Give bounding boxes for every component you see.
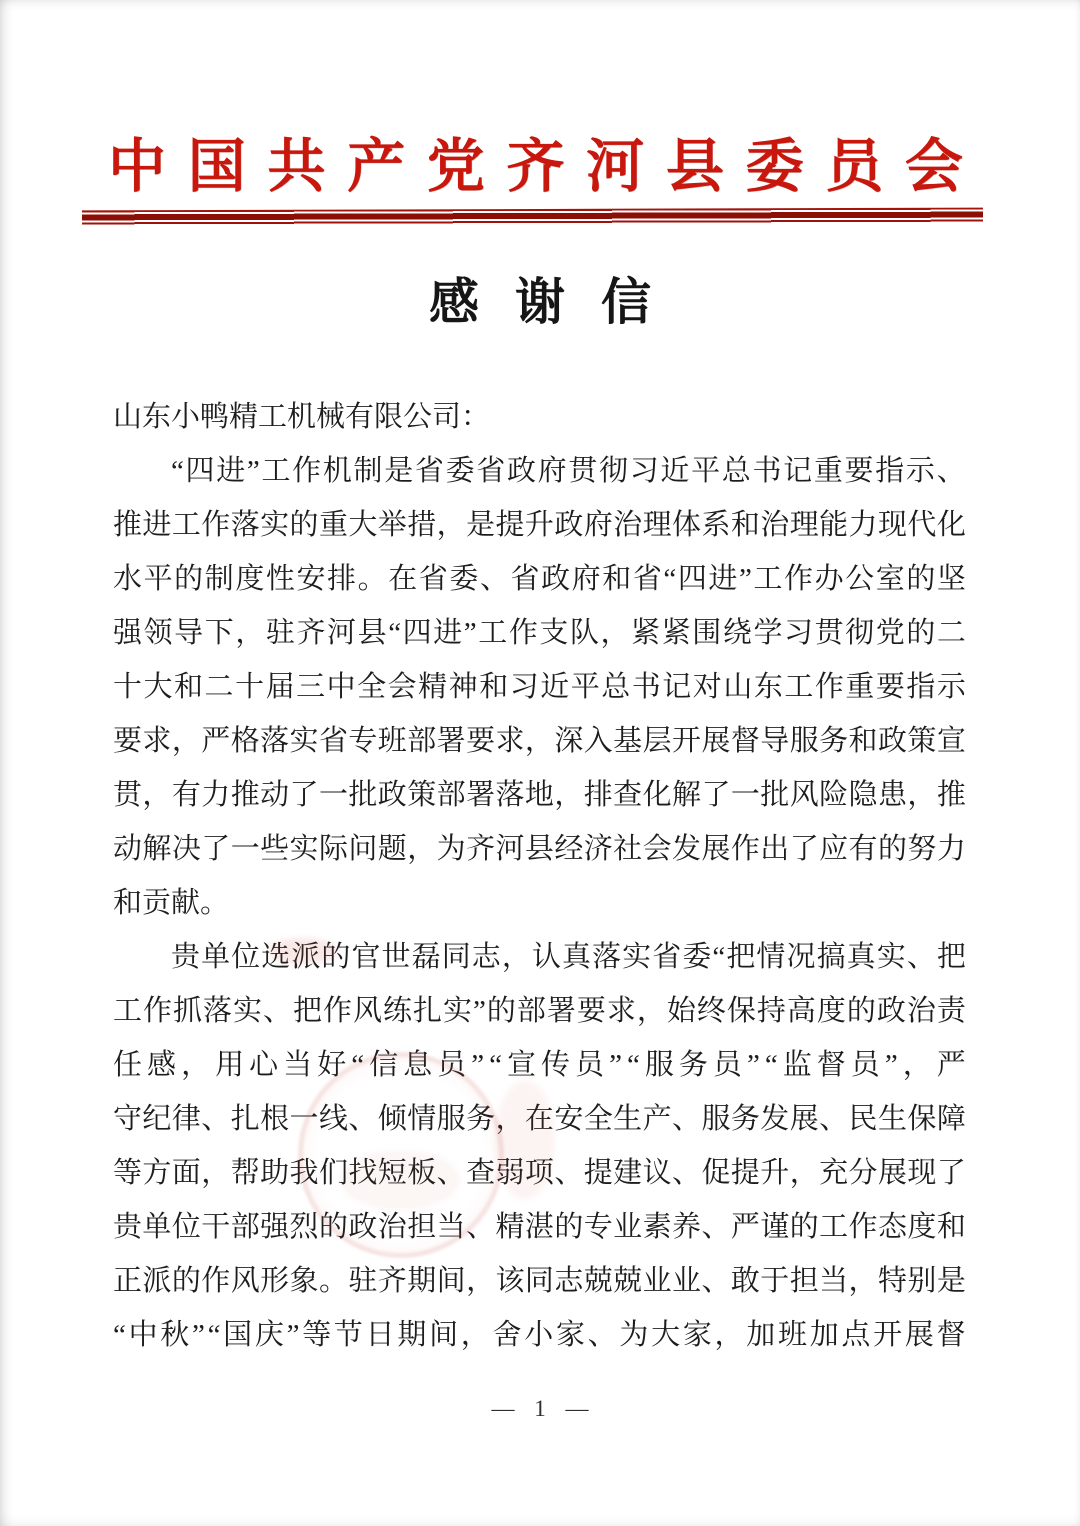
letter-title: 感谢信 (429, 274, 687, 330)
letter-body (113, 390, 966, 1362)
body-line: 守 纪 律 、 扎 根 一 线 、 倾 情 服 务 ， 在 安 全 生 产 、 服 务 发 展 、 民 生 保 障 (113, 1102, 966, 1135)
body-line: 水 平 的 制 度 性 安 排 。 在 省 委 、 省 政 府 和 省 “ 四 进 ” 工 作 办 公 室 的 坚 (113, 562, 966, 595)
body-line: 要 求 ， 严 格 落 实 省 专 班 部 署 要 求 ， 深 入 基 层 开 展 督 导 服 务 和 政 策 宣 (113, 724, 966, 757)
letterhead-rule-divider (82, 208, 983, 226)
body-line: “ 中 秋 ” “ 国 庆 ” 等 节 日 期 间 ， 舍 小 家 、 为 大 家 ， 加 班 加 点 开 展 督 (113, 1318, 966, 1351)
page-number: — 1 — (491, 1396, 589, 1421)
body-line: 贵 单 位 干 部 强 烈 的 政 治 担 当 、 精 湛 的 专 业 素 养 、 严 谨 的 工 作 态 度 和 (113, 1210, 966, 1243)
body-line: 推 进 工 作 落 实 的 重 大 举 措 ， 是 提 升 政 府 治 理 体 系 和 治 理 能 力 现 代 化 (113, 508, 966, 541)
body-line: 正 派 的 作 风 形 象 。 驻 齐 期 间 ， 该 同 志 兢 兢 业 业 、 敢 于 担 当 ， 特 别 是 (113, 1264, 966, 1297)
body-line: 贯 ， 有 力 推 动 了 一 批 政 策 部 署 落 地 ， 排 查 化 解 了 一 批 风 险 隐 患 ， 推 (113, 778, 966, 811)
body-line: 工 作 抓 落 实 、 把 作 风 练 扎 实 ” 的 部 署 要 求 ， 始 终 保 持 高 度 的 政 治 责 (113, 994, 966, 1027)
body-line: 十 大 和 二 十 届 三 中 全 会 精 神 和 习 近 平 总 书 记 对 山 东 工 作 重 要 指 示 (113, 670, 966, 703)
body-line: 动 解 决 了 一 些 实 际 问 题 ， 为 齐 河 县 经 济 社 会 发 展 作 出 了 应 有 的 努 力 (113, 832, 966, 865)
body-line: “ 四 进 ” 工 作 机 制 是 省 委 省 政 府 贯 彻 习 近 平 总 书 记 重 要 指 示 、 (171, 454, 966, 487)
body-line: 和贡献。 (113, 887, 230, 919)
body-line: 贵 单 位 选 派 的 官 世 磊 同 志 ， 认 真 落 实 省 委 “ 把 情 况 搞 真 实 、 把 (171, 940, 966, 973)
salutation-line: 山东小鸭精工机械有限公司： (113, 401, 491, 433)
body-line: 等 方 面 ， 帮 助 我 们 找 短 板 、 查 弱 项 、 提 建 议 、 促 提 升 ， 充 分 展 现 了 (113, 1156, 966, 1189)
body-line: 任 感 ， 用 心 当 好 “ 信 息 员 ” “ 宣 传 员 ” “ 服 务 员 ” “ 监 督 员 ” ， 严 (113, 1048, 966, 1081)
body-line: 强 领 导 下 ， 驻 齐 河 县 “ 四 进 ” 工 作 支 队 ， 紧 紧 围 绕 学 习 贯 彻 党 的 二 (113, 616, 966, 649)
letterhead-org-name: 中 国 共 产 党 齐 河 县 委 员 会 (108, 134, 963, 199)
